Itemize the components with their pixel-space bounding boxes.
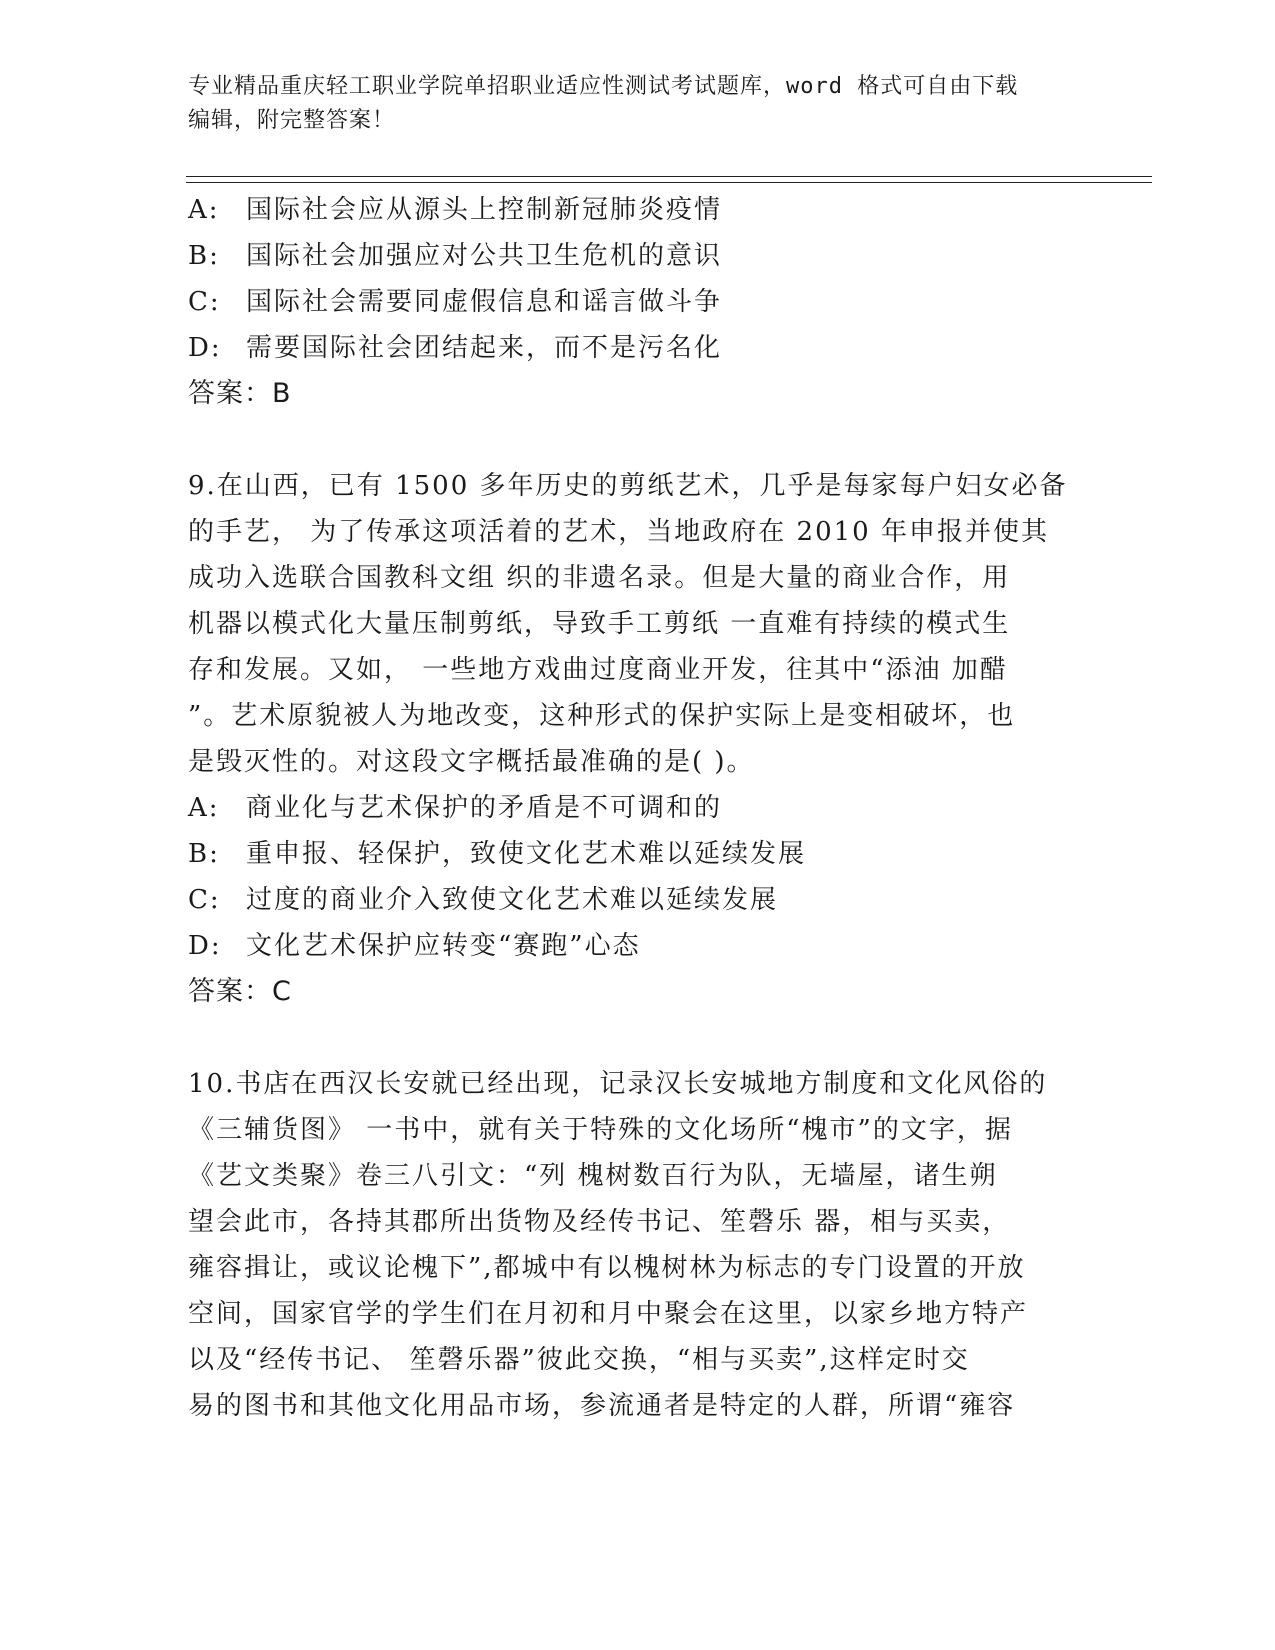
option-text: 国际社会加强应对公共卫生危机的意识 bbox=[246, 241, 723, 271]
option-c bbox=[188, 279, 1088, 325]
question-8-tail bbox=[188, 187, 1088, 417]
question-9 bbox=[188, 463, 1088, 1015]
option-text: 文化艺术保护应转变“赛跑”心态 bbox=[246, 931, 641, 961]
question-10 bbox=[188, 1061, 1088, 1429]
question-text-line: 《三辅货图》 一书中，就有关于特殊的文化场所“槐市”的文字，据 bbox=[188, 1115, 1013, 1145]
question-text-line: 易的图书和其他文化用品市场，参流通者是特定的人群，所谓“雍容 bbox=[188, 1391, 1016, 1421]
answer-line: 答案：C bbox=[188, 976, 292, 1007]
option-a bbox=[188, 785, 1088, 831]
question-text-line: 雍容揖让，或议论槐下”,都城中有以槐树林为标志的专门设置的开放 bbox=[188, 1253, 1026, 1283]
option-key: D: bbox=[188, 333, 222, 363]
question-text-line: 机器以模式化大量压制剪纸，导致手工剪纸 一直难有持续的模式生 bbox=[188, 609, 1011, 639]
option-text: 国际社会应从源头上控制新冠肺炎疫情 bbox=[246, 195, 723, 225]
option-key: C: bbox=[188, 287, 221, 317]
spacer bbox=[188, 417, 1088, 463]
option-b bbox=[188, 233, 1088, 279]
answer-line: 答案：B bbox=[188, 378, 292, 409]
header-line: 专业精品重庆轻工职业学院单招职业适应性测试考试题库，word 格式可自由下载 bbox=[188, 74, 1019, 99]
header-divider bbox=[186, 176, 1152, 183]
option-text: 重申报、轻保护，致使文化艺术难以延续发展 bbox=[246, 839, 807, 869]
question-text-line: ”。艺术原貌被人为地改变，这种形式的保护实际上是变相破坏，也 bbox=[188, 701, 1016, 731]
option-key: B: bbox=[188, 241, 220, 271]
question-text-line: 《艺文类聚》卷三八引文：“列 槐树数百行为队，无墙屋，诸生朔 bbox=[188, 1161, 998, 1191]
option-key: B: bbox=[188, 839, 220, 869]
question-text-line: 存和发展。又如， 一些地方戏曲过度商业开发，往其中“添油 加醋 bbox=[188, 655, 1008, 685]
spacer bbox=[188, 1015, 1088, 1061]
option-key: D: bbox=[188, 931, 222, 961]
question-text-line: 是毁灭性的。对这段文字概括最准确的是( )。 bbox=[188, 747, 755, 777]
question-text-line: 以及“经传书记、 笙磬乐器”彼此交换，“相与买卖”,这样定时交 bbox=[188, 1345, 970, 1375]
option-text: 需要国际社会团结起来，而不是污名化 bbox=[246, 333, 723, 363]
option-c bbox=[188, 877, 1088, 923]
page-header bbox=[188, 70, 1068, 138]
option-b bbox=[188, 831, 1088, 877]
option-d bbox=[188, 325, 1088, 371]
option-text: 国际社会需要同虚假信息和谣言做斗争 bbox=[246, 287, 723, 317]
question-text-line: 望会此市，各持其郡所出货物及经传书记、笙磬乐 器，相与买卖， bbox=[188, 1207, 1011, 1237]
option-key: A: bbox=[188, 793, 220, 823]
question-text-line: 9.在山西，已有 1500 多年历史的剪纸艺术，几乎是每家每户妇女必备 bbox=[188, 471, 1068, 501]
question-text-line: 成功入选联合国教科文组 织的非遗名录。但是大量的商业合作，用 bbox=[188, 563, 1011, 593]
question-text-line: 空间，国家官学的学生们在月初和月中聚会在这里，以家乡地方特产 bbox=[188, 1299, 1029, 1329]
option-d bbox=[188, 923, 1088, 969]
option-text: 过度的商业介入致使文化艺术难以延续发展 bbox=[246, 885, 779, 915]
question-text-line: 10.书店在西汉长安就已经出现，记录汉长安城地方制度和文化风俗的 bbox=[188, 1069, 1048, 1099]
option-key: C: bbox=[188, 885, 221, 915]
option-a bbox=[188, 187, 1088, 233]
question-text-line: 的手艺， 为了传承这项活着的艺术，当地政府在 2010 年申报并使其 bbox=[188, 517, 1049, 547]
header-line: 编辑，附完整答案！ bbox=[188, 108, 396, 133]
option-key: A: bbox=[188, 195, 220, 225]
document-body bbox=[188, 187, 1088, 1429]
option-text: 商业化与艺术保护的矛盾是不可调和的 bbox=[246, 793, 723, 823]
